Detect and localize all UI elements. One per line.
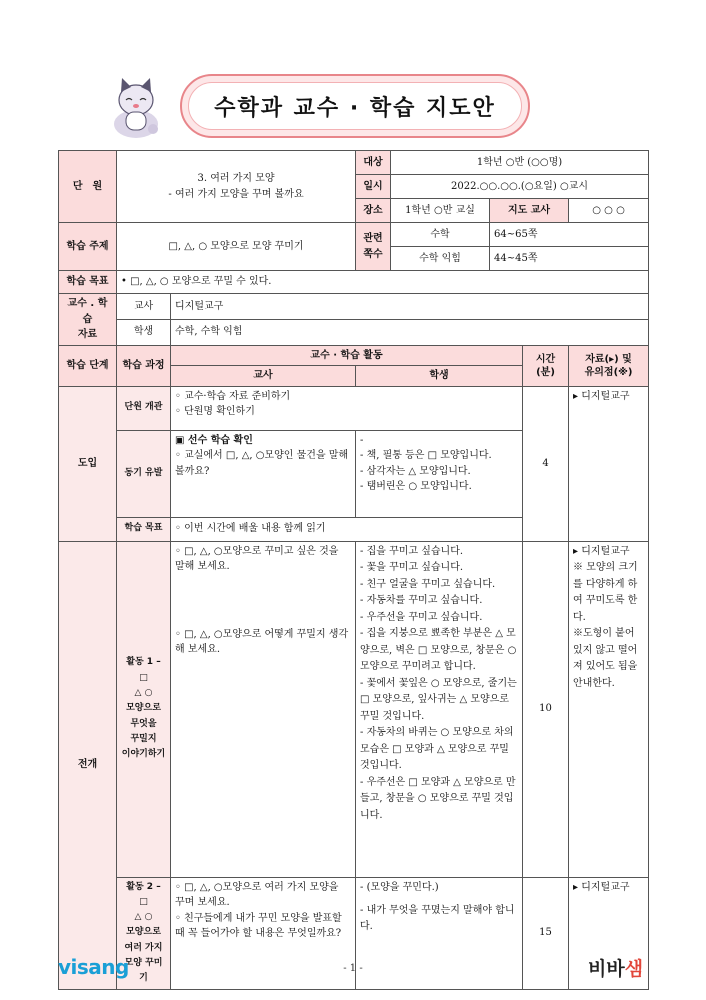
activity-1-line-4: 무엇을	[130, 718, 157, 729]
activity-1-note-2: ※ 모양의 크기를 다양하게 하여 꾸미도록 한다.	[573, 562, 638, 623]
goal-reading: ◦ 이번 시간에 배울 내용 함께 읽기	[171, 517, 523, 541]
material-teacher-value: 디지털교구	[171, 294, 649, 320]
vivasam-logo-part-1: 비바	[588, 958, 625, 980]
process-motivation: 동기 유발	[117, 430, 171, 517]
activity-2-notes: ▸ 디지털교구	[569, 877, 649, 989]
related-book-1: 수학	[391, 223, 490, 247]
activity-2-line-3: 모양으로	[126, 927, 161, 938]
activity-1-student-3: - 친구 얼굴을 꾸미고 싶습니다.	[360, 578, 496, 590]
page-number: - 1 -	[343, 963, 363, 974]
title-banner	[180, 74, 530, 138]
material-student-label: 학생	[117, 319, 171, 345]
header-teacher: 교사	[171, 366, 356, 387]
header-notes: 자료(▸) 및 유의점(※)	[569, 345, 649, 386]
intro-time: 4	[523, 386, 569, 541]
activity-1-student-6: - 집을 지붕으로 뾰족한 부분은 △ 모양으로, 벽은 □ 모양으로, 창문은 ○ 모양으로 꾸미려고 합니다.	[360, 628, 517, 672]
motivation-student-1: -	[360, 434, 364, 446]
header-time: 시간 (분)	[523, 345, 569, 386]
motivation-student	[356, 430, 523, 517]
intro-teacher-1-line-1: ◦ 교수·학습 자료 준비하기	[175, 390, 291, 402]
place-label: 장소	[356, 199, 391, 223]
related-pages-2: 44~45쪽	[490, 247, 649, 271]
unit-value	[117, 151, 356, 223]
activity-2-line-2: △ ○	[134, 912, 153, 923]
activity-1-student-2: - 꽃을 꾸미고 싶습니다.	[360, 562, 464, 573]
material-teacher-label: 교사	[117, 294, 171, 320]
activity-2-time: 15	[523, 877, 569, 989]
activity-1-line-2: △ ○	[134, 688, 153, 699]
activity-2-teacher-q2: ◦ 친구들에게 내가 꾸민 모양을 발표할 때 꼭 들어가야 할 내용은 무엇일까요?	[175, 912, 342, 939]
teacher-value: ○ ○ ○	[569, 199, 649, 223]
activity-1-line-3: 모양으로	[126, 703, 161, 714]
process-unit-overview: 단원 개관	[117, 386, 171, 430]
visang-logo: visang	[58, 955, 129, 979]
motivation-student-3: - 삼각자는 △ 모양입니다.	[360, 465, 471, 477]
motivation-student-2: - 책, 필통 등은 □ 모양입니다.	[360, 450, 492, 461]
activity-1-student-9: - 우주선은 □ 모양과 △ 모양으로 만들고, 창문을 ○ 모양으로 꾸밀 것입니다.	[360, 776, 516, 821]
stage-development: 전개	[59, 541, 117, 989]
cat-mascot-illustration	[106, 74, 164, 140]
activity-1-student-4: - 자동차를 꾸미고 싶습니다.	[360, 595, 483, 606]
vivasam-logo-part-2: 샘	[624, 958, 644, 980]
activity-1-teacher-q1: ◦ □, △, ○모양으로 꾸미고 싶은 것을 말해 보세요.	[175, 545, 339, 572]
related-pages-1: 64~65쪽	[490, 223, 649, 247]
activity-1-student-1: - 집을 꾸미고 싶습니다.	[360, 545, 464, 557]
target-label: 대상	[356, 151, 391, 175]
page-title: 수학과 교수 · 학습 지도안	[188, 82, 522, 130]
header-process: 학습 과정	[117, 345, 171, 386]
activity-1-note-1: ▸ 디지털교구	[573, 545, 630, 557]
activity-1-line-1: 활동 1 – □	[126, 657, 161, 683]
unit-label: 단 원	[59, 151, 117, 223]
target-value: 1학년 ○반 (○○명)	[391, 151, 649, 175]
activity-1-time: 10	[523, 541, 569, 877]
activity-2-line-1: 활동 2 – □	[126, 881, 161, 907]
header-stage: 학습 단계	[59, 345, 117, 386]
teacher-label: 지도 교사	[490, 199, 569, 223]
header-student: 학생	[356, 366, 523, 387]
activity-1-student	[356, 541, 523, 877]
unit-title: 3. 여러 가지 모양	[197, 173, 275, 184]
activity-1-teacher	[171, 541, 356, 877]
lesson-plan-table	[58, 150, 649, 990]
activity-1-student-7: - 꽃에서 꽃잎은 ○ 모양으로, 줄기는 □ 모양으로, 잎사귀는 △ 모양으로 꾸밀 것입니다.	[360, 677, 517, 722]
activity-1-student-5: - 우주선을 꾸미고 싶습니다.	[360, 611, 483, 623]
topic-value: □, △, ○ 모양으로 모양 꾸미기	[117, 223, 356, 271]
unit-subtitle: - 여러 가지 모양을 꾸며 볼까요	[168, 188, 304, 200]
prior-learning-title: ▣ 선수 학습 확인	[175, 434, 253, 446]
activity-1-line-6: 이야기하기	[121, 749, 166, 760]
intro-teacher-1	[171, 386, 523, 430]
activity-1-note-3: ※도형이 붙어 있지 않고 떨어져 있어도 됨을 안내한다.	[573, 628, 638, 689]
activity-1-line-5: 꾸밀지	[130, 733, 157, 744]
header-activity: 교수 · 학습 활동	[171, 345, 523, 366]
date-value: 2022.○○.○○.(○요일) ○교시	[391, 175, 649, 199]
intro-teacher-1-line-2: ◦ 단원명 확인하기	[175, 406, 255, 417]
date-label: 일시	[356, 175, 391, 199]
goal-label: 학습 목표	[59, 271, 117, 294]
related-pages-label: 관련 쪽수	[356, 223, 391, 271]
activity-1-teacher-q2: ◦ □, △, ○모양으로 어떻게 꾸밀지 생각해 보세요.	[175, 628, 349, 655]
activity-1-student-8: - 자동차의 바퀴는 ○ 모양으로 차의 모습은 □ 모양과 △ 모양으로 꾸밀 것입니다.	[360, 727, 514, 771]
material-student-value: 수학, 수학 익힘	[171, 319, 649, 345]
activity-2-student-2: - 내가 무엇을 꾸몄는지 말해야 합니다.	[360, 905, 515, 932]
topic-label: 학습 주제	[59, 223, 117, 271]
activity-2-teacher-q1: ◦ □, △, ○모양으로 여러 가지 모양을 꾸며 보세요.	[175, 881, 339, 908]
process-learning-goal: 학습 목표	[117, 517, 171, 541]
material-label: 교수 . 학습 자료	[59, 294, 117, 346]
place-value: 1학년 ○반 교실	[391, 199, 490, 223]
motivation-student-4: - 탬버린은 ○ 모양입니다.	[360, 481, 472, 492]
goal-value: • □, △, ○ 모양으로 꾸밀 수 있다.	[117, 271, 649, 294]
stage-intro: 도입	[59, 386, 117, 541]
activity-2-student-1: - (모양을 꾸민다.)	[360, 881, 439, 893]
activity-2-line-5: 모양 꾸미기	[124, 957, 163, 984]
motivation-teacher	[171, 430, 356, 517]
motivation-question: ◦ 교실에서 □, △, ○모양인 물건을 말해 볼까요?	[175, 450, 349, 477]
vivasam-logo	[588, 954, 643, 981]
activity-1-notes	[569, 541, 649, 877]
activity-2-line-4: 여러 가지	[124, 942, 163, 953]
process-activity-1	[117, 541, 171, 877]
related-book-2: 수학 익힘	[391, 247, 490, 271]
intro-notes: ▸ 디지털교구	[569, 386, 649, 541]
